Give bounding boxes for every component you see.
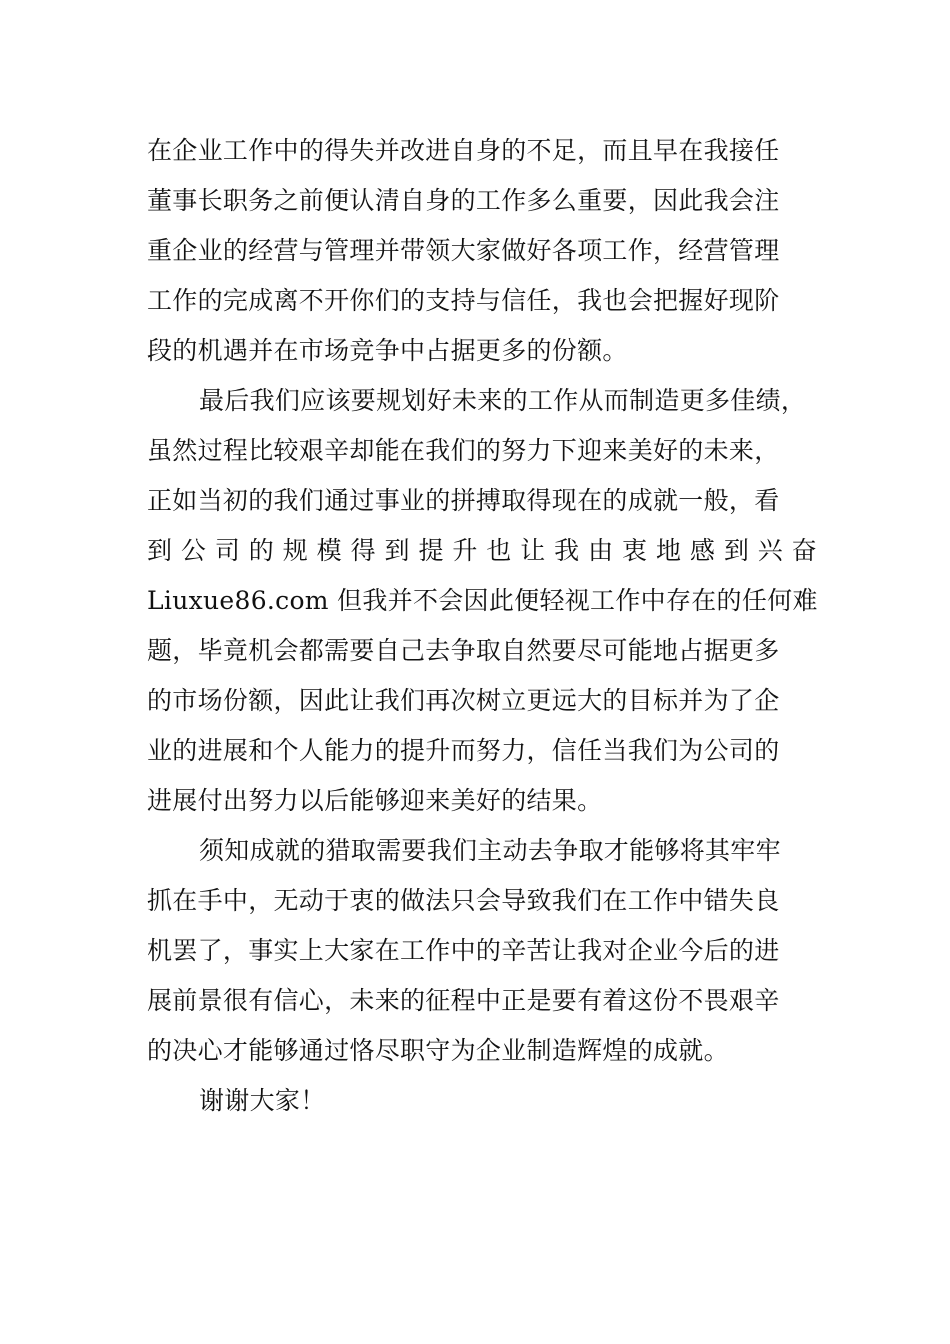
text-line: 正如当初的我们通过事业的拼搏取得现在的成就一般，看 <box>147 486 780 515</box>
text-line: 谢谢大家！ <box>199 1086 326 1115</box>
text-line: 机罢了，事实上大家在工作中的辛苦让我对企业今后的进 <box>147 936 780 965</box>
text-line: 虽然过程比较艰辛却能在我们的努力下迎来美好的未来， <box>147 436 780 465</box>
text-line: 到 公 司 的 规 模 得 到 提 升 也 让 我 由 衷 地 感 到 兴 奋 <box>147 536 817 565</box>
text-line: 展前景很有信心，未来的征程中正是要有着这份不畏艰辛 <box>147 986 780 1015</box>
text-line: 须知成就的猎取需要我们主动去争取才能够将其牢牢 <box>199 836 781 865</box>
text-line: 进展付出努力以后能够迎来美好的结果。 <box>147 786 603 815</box>
text-line: Liuxue86.com 但我并不会因此便轻视工作中存在的任何难 <box>147 586 818 615</box>
text-line: 的市场份额，因此让我们再次树立更远大的目标并为了企 <box>147 686 780 715</box>
text-line: 最后我们应该要规划好未来的工作从而制造更多佳绩， <box>199 386 807 415</box>
text-line: 工作的完成离不开你们的支持与信任，我也会把握好现阶 <box>147 286 780 315</box>
text-line: 重企业的经营与管理并带领大家做好各项工作，经营管理 <box>147 236 780 265</box>
text-line: 业的进展和个人能力的提升而努力，信任当我们为公司的 <box>147 736 780 765</box>
text-line: 董事长职务之前便认清自身的工作多么重要，因此我会注 <box>147 186 780 215</box>
text-line: 的决心才能够通过恪尽职守为企业制造辉煌的成就。 <box>147 1036 729 1065</box>
document-body <box>147 126 817 1126</box>
text-line: 在企业工作中的得失并改进自身的不足，而且早在我接任 <box>147 136 780 165</box>
text-line: 段的机遇并在市场竞争中占据更多的份额。 <box>147 336 628 365</box>
text-line: 抓在手中，无动于衷的做法只会导致我们在工作中错失良 <box>147 886 780 915</box>
text-line: 题，毕竟机会都需要自己去争取自然要尽可能地占据更多 <box>147 636 780 665</box>
